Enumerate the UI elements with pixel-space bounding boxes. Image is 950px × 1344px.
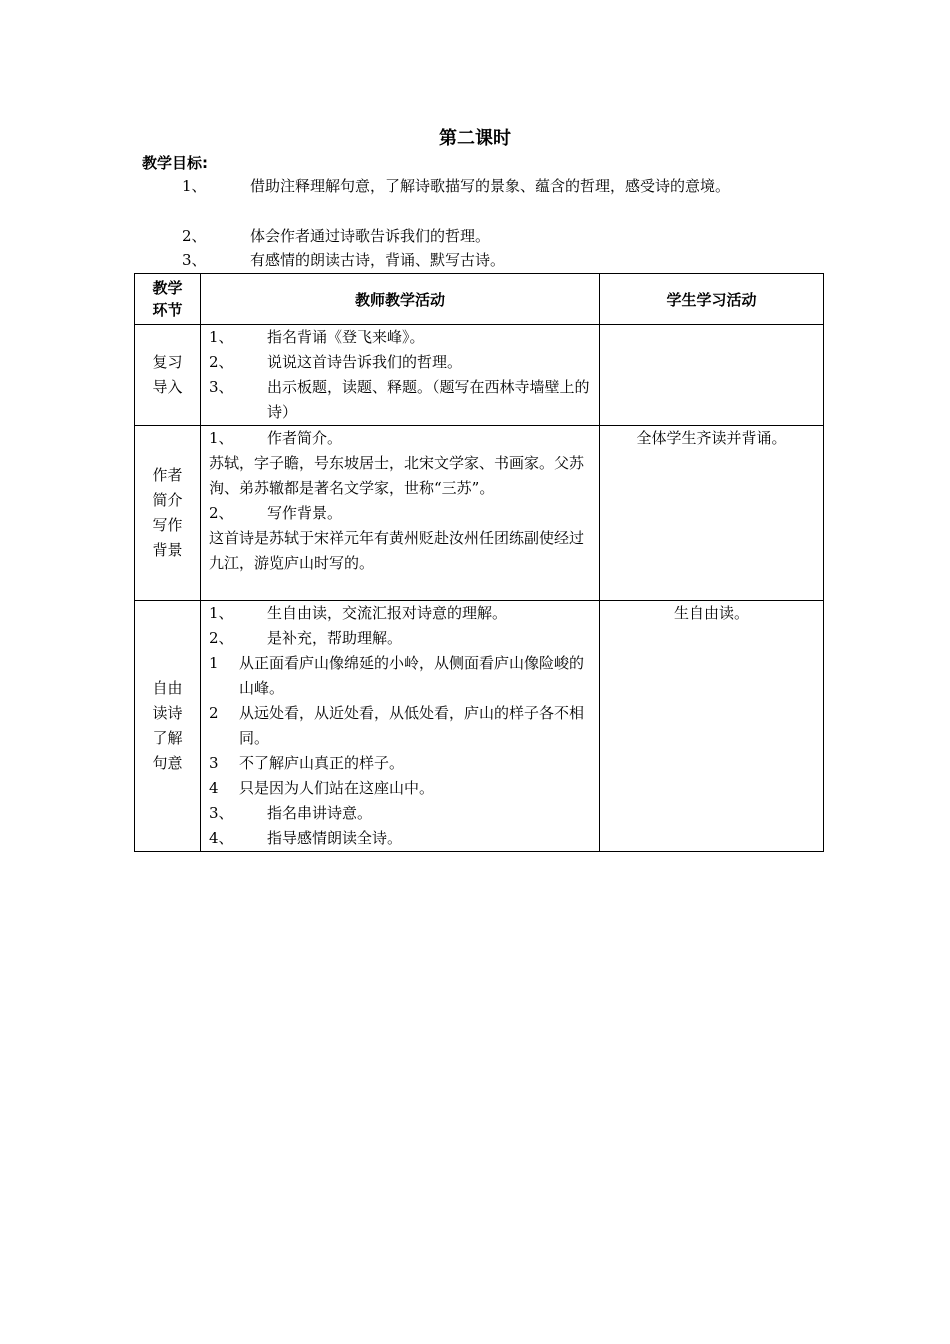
background-paragraph: 这首诗是苏轼于宋祥元年有黄州贬赴汝州任团练副使经过九江，游览庐山时写的。 <box>209 529 585 572</box>
list-item: 1、 指名背诵《登飞来峰》。 <box>209 328 425 346</box>
list-item: 4、 指导感情朗读全诗。 <box>209 829 403 847</box>
stage-cell: 自由读诗了解句意 <box>135 601 201 852</box>
goal-text: 体会作者通过诗歌告诉我们的哲理。 <box>250 227 491 245</box>
teacher-activity-cell <box>201 601 600 852</box>
goal-number: 1、 <box>182 177 207 195</box>
list-item: 1、 作者简介。 <box>209 429 343 447</box>
goal-number: 3、 <box>182 251 207 269</box>
list-item: 1、 生自由读，交流汇报对诗意的理解。 <box>209 604 508 622</box>
goals-heading: 教学目标: <box>142 154 208 172</box>
list-item: 2、 说说这首诗告诉我们的哲理。 <box>209 353 463 371</box>
student-activity-cell: 生自由读。 <box>600 601 824 852</box>
student-activity-cell <box>600 325 824 426</box>
author-intro-paragraph: 苏轼，字子瞻，号东坡居士，北宋文学家、书画家。父苏洵、弟苏辙都是著名文学家，世称“三苏”。 <box>209 454 585 497</box>
goal-number: 2、 <box>182 227 207 245</box>
table-header-row <box>135 274 824 325</box>
sub-list-item: 2 从远处看，从近处看，从低处看，庐山的样子各不相同。 <box>209 704 585 747</box>
sub-list-item: 3 不了解庐山真正的样子。 <box>209 754 405 772</box>
stage-cell: 作者简介写作背景 <box>135 426 201 601</box>
goal-text: 有感情的朗读古诗，背诵、默写古诗。 <box>250 251 506 269</box>
header-student-activity: 学生学习活动 <box>600 274 824 325</box>
table-row <box>135 325 824 426</box>
list-item: 2、 是补充，帮助理解。 <box>209 629 403 647</box>
goal-text: 借助注释理解句意，了解诗歌描写的景象、蕴含的哲理，感受诗的意境。 <box>250 177 731 195</box>
sub-list-item: 1 从正面看庐山像绵延的小岭，从侧面看庐山像险峻的山峰。 <box>209 654 585 697</box>
lesson-plan-table <box>134 273 824 852</box>
stage-cell: 复习导入 <box>135 325 201 426</box>
page-title: 第二课时 <box>439 128 511 149</box>
teacher-activity-cell <box>201 426 600 601</box>
list-item: 2、 写作背景。 <box>209 504 343 522</box>
teacher-activity-cell <box>201 325 600 426</box>
table-row <box>135 601 824 852</box>
list-item: 3、 指名串讲诗意。 <box>209 804 373 822</box>
header-step: 教学环节 <box>135 274 201 325</box>
header-teacher-activity: 教师教学活动 <box>201 274 600 325</box>
list-item: 3、 出示板题，读题、释题。（题写在西林寺墙壁上的诗） <box>209 378 590 421</box>
sub-list-item: 4 只是因为人们站在这座山中。 <box>209 779 435 797</box>
student-activity-cell: 全体学生齐读并背诵。 <box>600 426 824 601</box>
table-row <box>135 426 824 601</box>
